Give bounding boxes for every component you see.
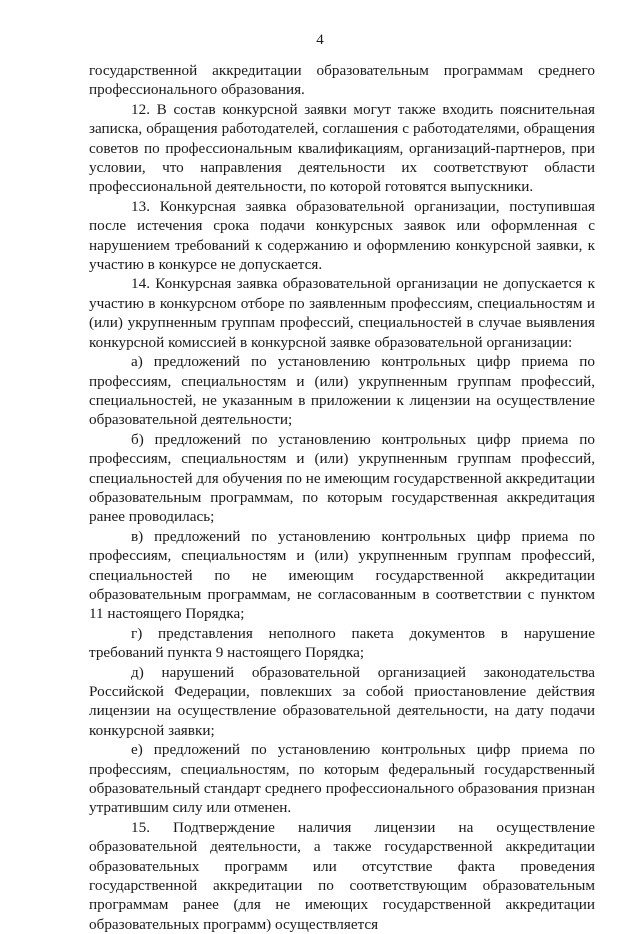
- paragraph-14-b: б) предложений по установлению контрольных цифр приема по профессиям, специальностям и (или) укрупненным группам профессий, специальностей для обучения по не имеющим государственной аккредитации образовательным программам, по которым государственная аккредитация ранее проводилась;: [89, 430, 595, 526]
- document-body: [89, 61, 595, 934]
- paragraph-continuation: государственной аккредитации образовательным программам среднего профессионального образования.: [89, 62, 595, 99]
- paragraph-13: 13. Конкурсная заявка образовательной организации, поступившая после истечения срока подачи конкурсных заявок или оформленная с нарушением требований к содержанию и оформлению конкурсной заявки, к участию в конкурсе не допускается.: [89, 197, 595, 274]
- paragraph-14-e: е) предложений по установлению контрольных цифр приема по профессиям, специальностям, по которым федеральный государственный образовательный стандарт среднего профессионального образования признан утратившим силу или отменен.: [89, 741, 595, 817]
- paragraph-14-g: г) представления неполного пакета документов в нарушение требований пункта 9 настоящего Порядка;: [89, 624, 595, 662]
- paragraph-14: 14. Конкурсная заявка образовательной организации не допускается к участию в конкурсном отборе по заявленным профессиям, специальностям и (или) укрупненным группам профессий, специальностей в случае выявления конкурсной комиссией в конкурсной заявке образовательной организации:: [89, 275, 595, 351]
- paragraph-14-a: а) предложений по установлению контрольных цифр приема по профессиям, специальностям и (или) укрупненным группам профессий, специальностей, не указанным в приложении к лицензии на осуществление образовательной деятельности;: [89, 353, 595, 429]
- paragraph-14-v: в) предложений по установлению контрольных цифр приема по профессиям, специальностям и (или) укрупненным группам профессий, специальностей по не имеющим государственной аккредитации образовательным программам, не согласованным в соответствии с пунктом 11 настоящего Порядка;: [89, 527, 595, 623]
- paragraph-15: 15. Подтверждение наличия лицензии на осуществление образовательной деятельности, а также государственной аккредитации образовательных программ или отсутствие факта проведения государственной аккредитации по соответствующим образовательным программам ранее (для не имеющих государственной аккредитации образовательных программ) осуществляется: [89, 818, 595, 933]
- paragraph-14-d: д) нарушений образовательной организацией законодательства Российской Федерации, повлекших за собой приостановление действия лицензии на осуществление образовательной деятельности, на дату подачи конкурсной заявки;: [89, 663, 595, 739]
- paragraph-12: 12. В состав конкурсной заявки могут также входить пояснительная записка, обращения работодателей, соглашения с работодателями, обращения советов по профессиональным квалификациям, организаций-партнеров, при условии, что направления деятельности их соответствуют области профессиональной деятельности, по которой готовятся выпускники.: [89, 100, 595, 196]
- page-number: 4: [316, 32, 324, 48]
